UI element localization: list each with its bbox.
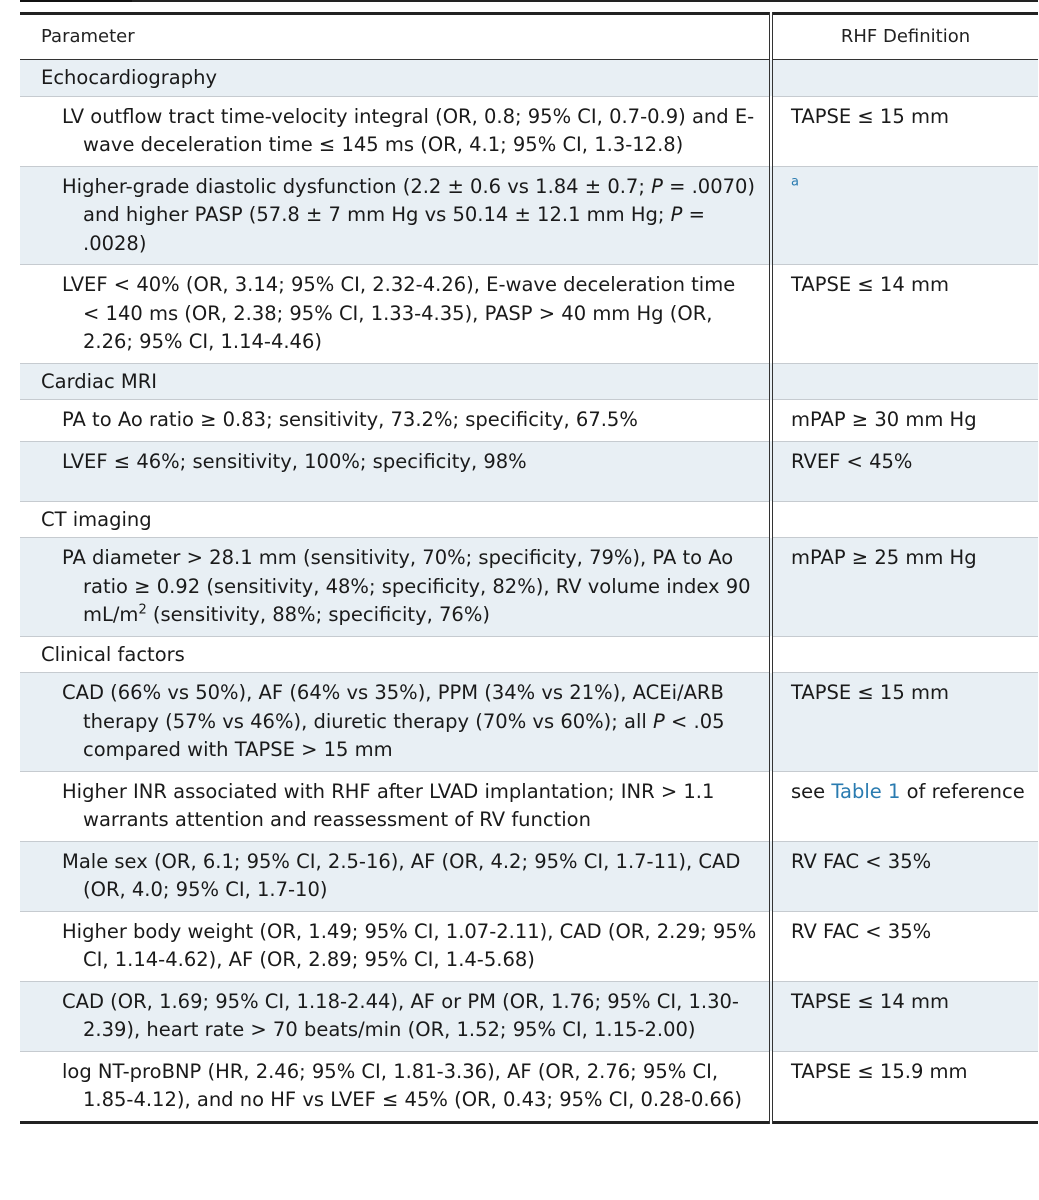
parameter-text: PA to Ao ratio ≥ 0.83; sensitivity, 73.2%; specificity, 67.5% <box>62 408 638 431</box>
parameter-cell <box>20 771 771 841</box>
definition-text: RVEF < 45% <box>791 449 913 473</box>
parameter-text <box>62 544 757 630</box>
section-empty-cell <box>771 636 1038 673</box>
definition-text: TAPSE ≤ 15 mm <box>791 104 949 128</box>
section-row-cardiac-mri <box>20 363 1038 400</box>
p-symbol: P <box>651 174 663 198</box>
table-row <box>20 981 1038 1051</box>
definition-cell <box>771 771 1038 841</box>
table-1-link[interactable]: Table 1 <box>831 779 901 803</box>
p-symbol: P <box>670 203 683 226</box>
section-row-clinical-factors <box>20 636 1038 673</box>
rhf-parameter-table <box>20 12 1038 1124</box>
text-fragment: PA diameter > 28.1 mm (sensitivity, 70%; specificity, 79%), PA to Ao ratio ≥ 0.92 (sensitivity, 48%; specificity, 82%), RV volume index 90 mL/m <box>62 546 751 626</box>
section-empty-cell <box>771 501 1038 538</box>
table-row <box>20 911 1038 981</box>
definition-cell <box>771 841 1038 911</box>
table-row <box>20 771 1038 841</box>
definition-text <box>791 778 1030 807</box>
table-row <box>20 841 1038 911</box>
definition-cell <box>771 96 1038 166</box>
parameter-text: Higher body weight (OR, 1.49; 95% CI, 1.07-2.11), CAD (OR, 2.29; 95% CI, 1.14-4.62), AF (OR, 2.89; 95% CI, 1.4-5.68) <box>62 919 757 971</box>
definition-cell <box>771 911 1038 981</box>
definition-cell <box>771 166 1038 265</box>
definition-cell <box>771 1051 1038 1122</box>
parameter-cell <box>20 981 771 1051</box>
definition-text: RV FAC < 35% <box>791 919 932 943</box>
parameter-text: LVEF < 40% (OR, 3.14; 95% CI, 2.32-4.26), E-wave deceleration time < 140 ms (OR, 2.38; 95% CI, 1.33-4.35), PASP > 40 mm Hg (OR, 2.26; 95% CI, 1.14-4.46) <box>62 273 736 353</box>
table-row <box>20 1051 1038 1122</box>
parameter-text <box>62 173 757 259</box>
superscript: 2 <box>138 602 147 618</box>
text-fragment: = .0070) and higher PASP (57.8 ± 7 mm Hg vs 50.14 ± 12.1 mm Hg; <box>83 174 756 226</box>
definition-cell <box>771 981 1038 1051</box>
definition-text: TAPSE ≤ 14 mm <box>791 273 949 296</box>
parameter-cell <box>20 911 771 981</box>
parameter-cell <box>20 841 771 911</box>
section-label: Clinical factors <box>20 636 771 673</box>
parameter-text: CAD (OR, 1.69; 95% CI, 1.18-2.44), AF or PM (OR, 1.76; 95% CI, 1.30-2.39), heart rate > 70 beats/min (OR, 1.52; 95% CI, 1.15-2.00) <box>62 989 739 1041</box>
parameter-cell <box>20 1051 771 1122</box>
definition-text: TAPSE ≤ 15.9 mm <box>791 1059 968 1083</box>
text-fragment: = .0028) <box>83 203 705 255</box>
definition-text: mPAP ≥ 30 mm Hg <box>791 408 977 431</box>
parameter-cell <box>20 166 771 265</box>
parameter-cell <box>20 265 771 364</box>
definition-text: mPAP ≥ 25 mm Hg <box>791 546 977 569</box>
definition-cell <box>771 673 1038 772</box>
table-row <box>20 166 1038 265</box>
definition-text: RV FAC < 35% <box>791 849 932 873</box>
section-label: CT imaging <box>20 501 771 538</box>
section-row-echocardiography <box>20 60 1038 97</box>
section-label: Echocardiography <box>20 60 771 97</box>
definition-cell <box>771 538 1038 637</box>
table-row <box>20 400 1038 442</box>
table-row <box>20 441 1038 501</box>
text-fragment: (sensitivity, 88%; specificity, 76%) <box>146 603 490 626</box>
parameter-text: LV outflow tract time-velocity integral (OR, 0.8; 95% CI, 0.7-0.9) and E-wave deceleration time ≤ 145 ms (OR, 4.1; 95% CI, 1.3-12.8) <box>62 104 755 156</box>
parameter-text: LVEF ≤ 46%; sensitivity, 100%; specificity, 98% <box>62 449 527 473</box>
table-row <box>20 538 1038 637</box>
definition-cell <box>771 265 1038 364</box>
section-empty-cell <box>771 60 1038 97</box>
parameter-cell <box>20 96 771 166</box>
p-symbol: P <box>653 709 665 733</box>
text-fragment: see <box>791 779 832 803</box>
parameter-cell <box>20 400 771 442</box>
header-rhf-definition: RHF Definition <box>771 14 1038 60</box>
section-empty-cell <box>771 363 1038 400</box>
text-fragment: < .05 compared with TAPSE > 15 mm <box>83 709 725 761</box>
parameter-text: log NT-proBNP (HR, 2.46; 95% CI, 1.81-3.36), AF (OR, 2.76; 95% CI, 1.85-4.12), and no HF vs LVEF ≤ 45% (OR, 0.43; 95% CI, 0.28-0.66) <box>62 1059 742 1111</box>
parameter-text: Male sex (OR, 6.1; 95% CI, 2.5-16), AF (OR, 4.2; 95% CI, 1.7-11), CAD (OR, 4.0; 95% CI, 1.7-10) <box>62 849 741 901</box>
section-row-ct-imaging <box>20 501 1038 538</box>
table-row <box>20 673 1038 772</box>
table-row <box>20 265 1038 364</box>
top-rule <box>20 0 1038 2</box>
parameter-text <box>62 679 757 765</box>
footnote-link[interactable]: a <box>791 174 799 189</box>
header-parameter: Parameter <box>20 14 771 60</box>
top-rule-accent <box>20 0 132 2</box>
text-fragment: CAD (66% vs 50%), AF (64% vs 35%), PPM (34% vs 21%), ACEi/ARB therapy (57% vs 46%), diuretic therapy (70% vs 60%); all <box>62 681 724 733</box>
text-fragment: Higher-grade diastolic dysfunction (2.2 ± 0.6 vs 1.84 ± 0.7; <box>62 174 652 198</box>
definition-cell <box>771 400 1038 442</box>
section-label: Cardiac MRI <box>20 363 771 400</box>
parameter-cell <box>20 538 771 637</box>
parameter-cell <box>20 673 771 772</box>
definition-cell <box>771 441 1038 501</box>
header-row <box>20 14 1038 60</box>
table-row <box>20 96 1038 166</box>
definition-text: TAPSE ≤ 14 mm <box>791 989 949 1013</box>
parameter-cell <box>20 441 771 501</box>
text-fragment: of reference <box>900 779 1025 803</box>
definition-text: TAPSE ≤ 15 mm <box>791 681 949 704</box>
parameter-text: Higher INR associated with RHF after LVAD implantation; INR > 1.1 warrants attention and reassessment of RV function <box>62 779 715 831</box>
